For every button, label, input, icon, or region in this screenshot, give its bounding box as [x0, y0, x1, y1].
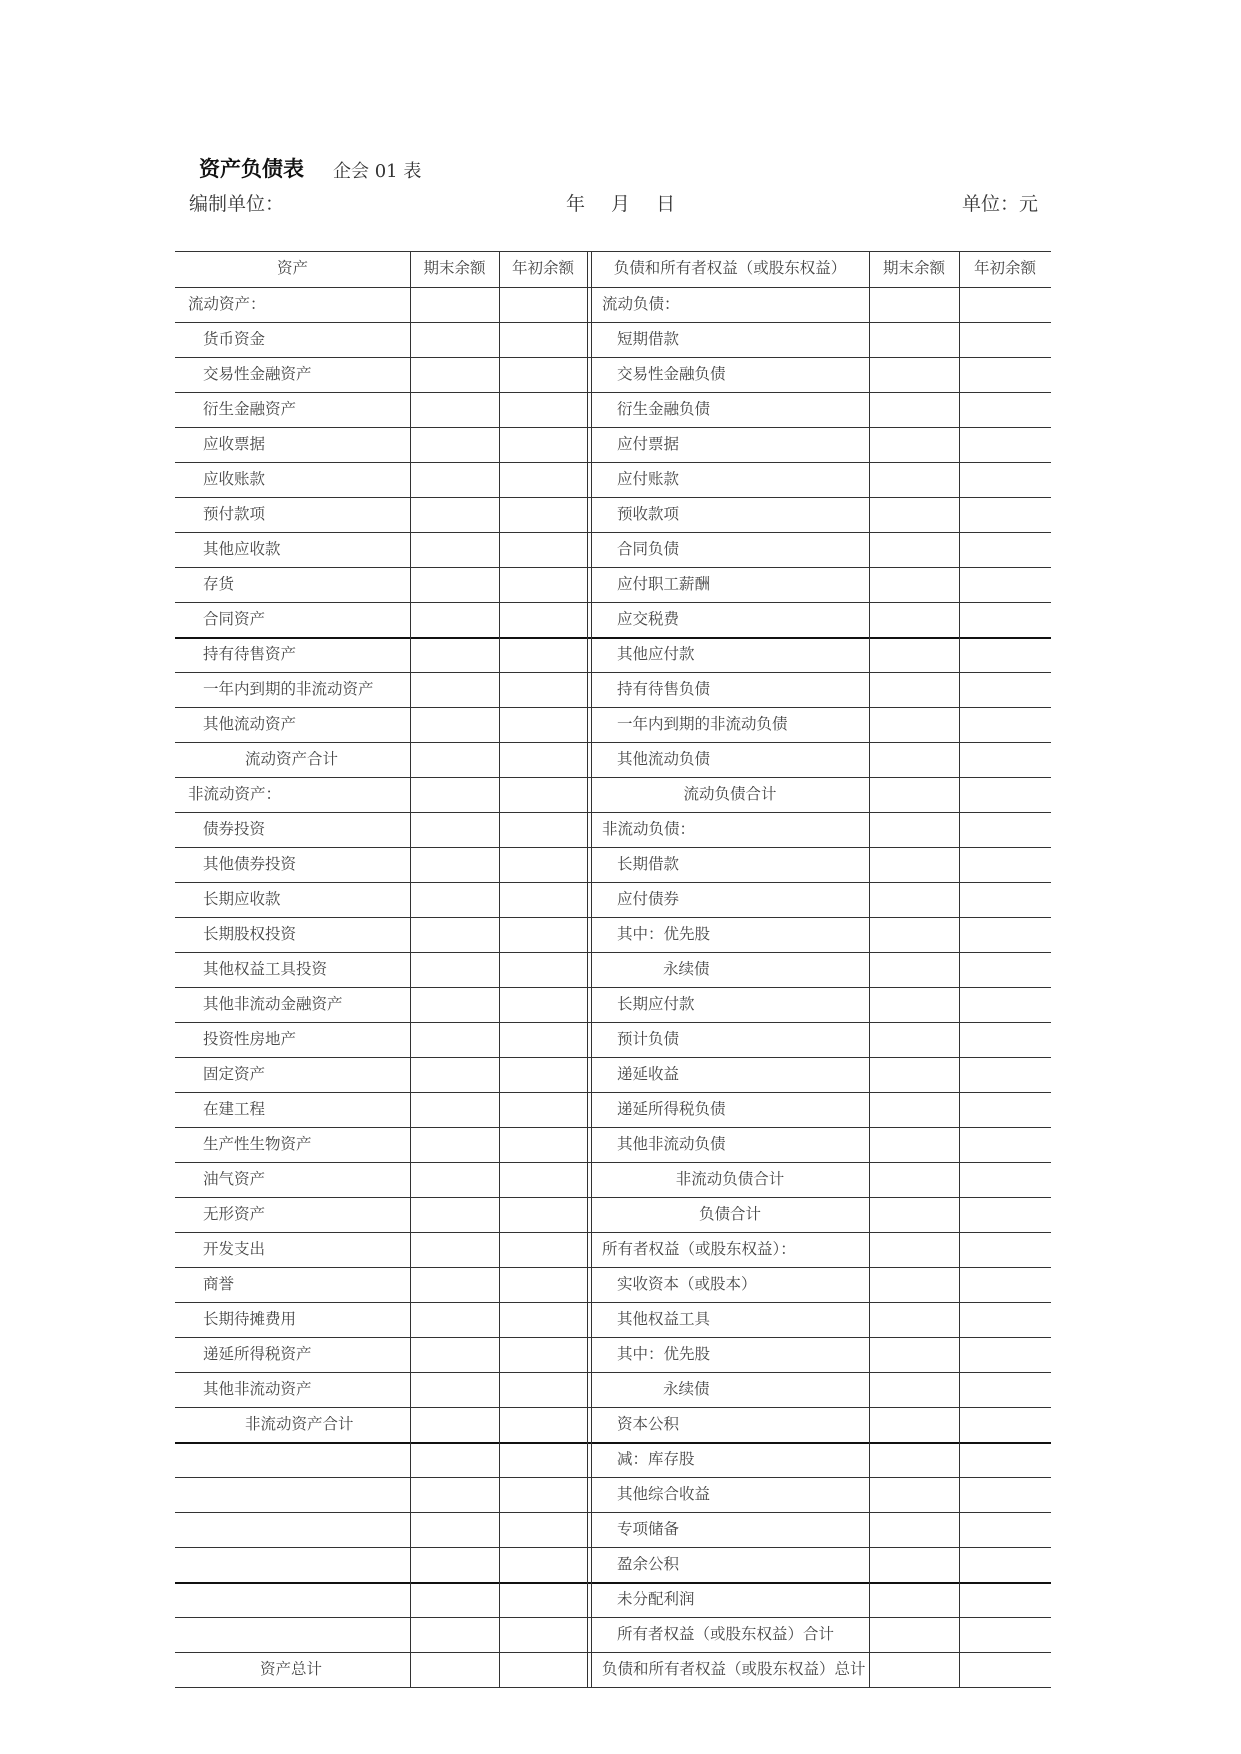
row-rule	[175, 1092, 1051, 1093]
column-header: 期末余额	[882, 259, 945, 277]
amount-cell[interactable]	[412, 1164, 497, 1195]
amount-cell[interactable]	[871, 919, 957, 950]
liability-row-label: 预收款项	[617, 505, 680, 523]
amount-cell[interactable]	[871, 1374, 957, 1405]
amount-cell[interactable]	[871, 394, 957, 425]
liability-row-label: 交易性金融负债	[617, 365, 726, 383]
column-header: 年初余额	[511, 259, 574, 277]
amount-cell[interactable]	[871, 779, 957, 810]
amount-cell[interactable]	[871, 1584, 957, 1615]
amount-cell[interactable]	[412, 359, 497, 390]
liability-row-label: 递延所得税负债	[617, 1100, 726, 1118]
amount-cell[interactable]	[871, 1024, 957, 1055]
amount-cell[interactable]	[871, 359, 957, 390]
amount-cell[interactable]	[412, 1339, 497, 1370]
asset-row-label: 其他应收款	[203, 540, 281, 558]
form-number: 企会 01 表	[333, 161, 422, 182]
asset-row-label: 交易性金融资产	[203, 365, 312, 383]
liability-row-label: 应交税费	[617, 610, 680, 628]
amount-cell[interactable]	[961, 1094, 1049, 1125]
amount-cell[interactable]	[961, 1269, 1049, 1300]
asset-row-label: 资产总计	[260, 1660, 323, 1678]
asset-row-label: 长期待摊费用	[203, 1310, 297, 1328]
amount-cell[interactable]	[412, 814, 497, 845]
document-title: 资产负债表	[199, 156, 304, 181]
column-rule	[591, 251, 592, 1687]
amount-cell[interactable]	[501, 1619, 585, 1650]
amount-cell[interactable]	[871, 1304, 957, 1335]
liability-row-label: 负债合计	[698, 1205, 761, 1223]
amount-cell[interactable]	[501, 359, 585, 390]
amount-cell[interactable]	[871, 849, 957, 880]
amount-cell[interactable]	[501, 289, 585, 320]
amount-cell[interactable]	[501, 534, 585, 565]
liability-row-label: 非流动负债：	[602, 820, 696, 838]
amount-cell[interactable]	[961, 1024, 1049, 1055]
amount-cell[interactable]	[871, 1129, 957, 1160]
amount-cell[interactable]	[412, 1304, 497, 1335]
amount-cell[interactable]	[501, 464, 585, 495]
liability-row-label: 资本公积	[617, 1415, 680, 1433]
amount-cell[interactable]	[412, 499, 497, 530]
amount-cell[interactable]	[871, 884, 957, 915]
asset-row-label: 其他权益工具投资	[203, 960, 328, 978]
amount-cell[interactable]	[961, 569, 1049, 600]
row-rule	[175, 1512, 1051, 1513]
amount-cell[interactable]	[412, 604, 497, 635]
amount-cell[interactable]	[501, 1059, 585, 1090]
row-rule	[175, 567, 1051, 568]
amount-cell[interactable]	[501, 779, 585, 810]
row-rule	[175, 1267, 1051, 1268]
amount-cell[interactable]	[412, 569, 497, 600]
amount-cell[interactable]	[871, 1549, 957, 1580]
asset-row-label: 商誉	[203, 1275, 235, 1293]
amount-cell[interactable]	[961, 989, 1049, 1020]
amount-cell[interactable]	[871, 1059, 957, 1090]
liability-row-label: 负债和所有者权益（或股东权益）总计	[602, 1660, 866, 1678]
amount-cell[interactable]	[961, 289, 1049, 320]
liability-row-label: 永续债	[663, 960, 710, 978]
row-rule	[175, 392, 1051, 393]
amount-cell[interactable]	[871, 1234, 957, 1265]
amount-cell[interactable]	[871, 744, 957, 775]
amount-cell[interactable]	[412, 1234, 497, 1265]
column-header: 负债和所有者权益（或股东权益）	[613, 259, 847, 277]
amount-cell[interactable]	[412, 1024, 497, 1055]
amount-cell[interactable]	[961, 394, 1049, 425]
row-rule	[175, 497, 1051, 498]
liability-row-label: 永续债	[663, 1380, 710, 1398]
amount-cell[interactable]	[412, 884, 497, 915]
liability-row-label: 合同负债	[617, 540, 680, 558]
amount-cell[interactable]	[501, 1129, 585, 1160]
amount-cell[interactable]	[961, 639, 1049, 670]
amount-cell[interactable]	[961, 1444, 1049, 1475]
column-rule	[959, 251, 960, 1687]
row-rule	[175, 1197, 1051, 1198]
row-rule	[175, 1652, 1051, 1653]
liability-row-label: 持有待售负债	[617, 680, 711, 698]
row-rule	[175, 1687, 1051, 1688]
amount-cell[interactable]	[871, 1094, 957, 1125]
amount-cell[interactable]	[871, 954, 957, 985]
liability-row-label: 应付职工薪酬	[617, 575, 711, 593]
row-rule	[175, 812, 1051, 813]
amount-cell[interactable]	[501, 1234, 585, 1265]
amount-cell[interactable]	[501, 1409, 585, 1440]
amount-cell[interactable]	[412, 674, 497, 705]
amount-cell[interactable]	[961, 499, 1049, 530]
amount-cell[interactable]	[412, 1409, 497, 1440]
amount-cell[interactable]	[412, 1549, 497, 1580]
amount-cell[interactable]	[412, 919, 497, 950]
amount-cell[interactable]	[501, 884, 585, 915]
amount-cell[interactable]	[412, 954, 497, 985]
liability-row-label: 其他流动负债	[617, 750, 711, 768]
amount-cell[interactable]	[412, 1374, 497, 1405]
amount-cell[interactable]	[412, 849, 497, 880]
asset-row-label: 非流动资产：	[188, 785, 282, 803]
amount-cell[interactable]	[871, 534, 957, 565]
amount-cell[interactable]	[412, 779, 497, 810]
asset-row-label: 投资性房地产	[203, 1030, 297, 1048]
amount-cell[interactable]	[412, 1059, 497, 1090]
amount-cell[interactable]	[961, 1584, 1049, 1615]
row-rule	[175, 357, 1051, 358]
amount-cell[interactable]	[871, 1479, 957, 1510]
asset-row-label: 持有待售资产	[203, 645, 297, 663]
row-rule	[175, 1337, 1051, 1338]
amount-cell[interactable]	[412, 1584, 497, 1615]
column-rule	[410, 251, 411, 1687]
amount-cell[interactable]	[412, 1094, 497, 1125]
amount-cell[interactable]	[412, 989, 497, 1020]
table-top-rule	[175, 251, 1051, 252]
column-rule	[499, 251, 500, 1687]
amount-cell[interactable]	[961, 744, 1049, 775]
liability-row-label: 专项储备	[617, 1520, 680, 1538]
liability-row-label: 所有者权益（或股东权益）：	[602, 1240, 796, 1258]
amount-cell[interactable]	[871, 1164, 957, 1195]
row-rule	[175, 1057, 1051, 1058]
amount-cell[interactable]	[961, 1374, 1049, 1405]
liability-row-label: 一年内到期的非流动负债	[617, 715, 788, 733]
amount-cell[interactable]	[501, 1654, 585, 1685]
row-rule	[175, 1407, 1051, 1408]
amount-cell[interactable]	[412, 1514, 497, 1545]
amount-cell[interactable]	[871, 1409, 957, 1440]
amount-cell[interactable]	[501, 499, 585, 530]
row-rule	[175, 917, 1051, 918]
liability-row-label: 非流动负债合计	[675, 1170, 785, 1188]
amount-cell[interactable]	[961, 1199, 1049, 1230]
amount-cell[interactable]	[961, 359, 1049, 390]
amount-cell[interactable]	[501, 1269, 585, 1300]
amount-cell[interactable]	[501, 1514, 585, 1545]
liability-row-label: 递延收益	[617, 1065, 680, 1083]
amount-cell[interactable]	[961, 1059, 1049, 1090]
asset-row-label: 一年内到期的非流动资产	[203, 680, 374, 698]
row-rule	[175, 1617, 1051, 1618]
asset-row-label: 开发支出	[203, 1240, 266, 1258]
liability-row-label: 预计负债	[617, 1030, 680, 1048]
row-rule	[175, 777, 1051, 778]
amount-cell[interactable]	[501, 1479, 585, 1510]
amount-cell[interactable]	[412, 639, 497, 670]
amount-cell[interactable]	[501, 569, 585, 600]
amount-cell[interactable]	[412, 394, 497, 425]
amount-cell[interactable]	[961, 429, 1049, 460]
amount-cell[interactable]	[412, 1654, 497, 1685]
asset-row-label: 油气资产	[203, 1170, 266, 1188]
amount-cell[interactable]	[501, 1374, 585, 1405]
row-rule	[175, 427, 1051, 428]
liability-row-label: 其中：优先股	[617, 925, 711, 943]
amount-cell[interactable]	[961, 1164, 1049, 1195]
amount-cell[interactable]	[501, 1549, 585, 1580]
amount-cell[interactable]	[961, 709, 1049, 740]
amount-cell[interactable]	[871, 429, 957, 460]
liability-row-label: 长期借款	[617, 855, 680, 873]
amount-cell[interactable]	[501, 604, 585, 635]
liability-row-label: 其他综合收益	[617, 1485, 711, 1503]
amount-cell[interactable]	[412, 1444, 497, 1475]
amount-cell[interactable]	[501, 1339, 585, 1370]
amount-cell[interactable]	[412, 324, 497, 355]
amount-cell[interactable]	[871, 674, 957, 705]
row-rule	[175, 1162, 1051, 1163]
amount-cell[interactable]	[412, 1619, 497, 1650]
asset-row-label: 长期应收款	[203, 890, 281, 908]
amount-cell[interactable]	[871, 709, 957, 740]
amount-cell[interactable]	[412, 744, 497, 775]
amount-cell[interactable]	[871, 464, 957, 495]
asset-row-label: 在建工程	[203, 1100, 266, 1118]
row-rule	[175, 1372, 1051, 1373]
amount-cell[interactable]	[961, 674, 1049, 705]
asset-row-label: 固定资产	[203, 1065, 266, 1083]
amount-cell[interactable]	[871, 1654, 957, 1685]
asset-row-label: 非流动资产合计	[245, 1415, 354, 1433]
amount-cell[interactable]	[501, 429, 585, 460]
row-rule	[175, 1127, 1051, 1128]
asset-row-label: 合同资产	[203, 610, 266, 628]
amount-cell[interactable]	[961, 1479, 1049, 1510]
amount-cell[interactable]	[871, 1619, 957, 1650]
row-rule	[175, 1022, 1051, 1023]
row-rule	[175, 742, 1051, 743]
amount-cell[interactable]	[501, 709, 585, 740]
amount-cell[interactable]	[961, 954, 1049, 985]
row-rule	[175, 1232, 1051, 1233]
amount-cell[interactable]	[961, 1514, 1049, 1545]
amount-cell[interactable]	[871, 569, 957, 600]
asset-row-label: 其他非流动资产	[203, 1380, 312, 1398]
amount-cell[interactable]	[501, 954, 585, 985]
column-header: 资产	[276, 259, 308, 277]
amount-cell[interactable]	[961, 1549, 1049, 1580]
liability-row-label: 衍生金融负债	[617, 400, 711, 418]
amount-cell[interactable]	[871, 1339, 957, 1370]
asset-row-label: 货币资金	[203, 330, 266, 348]
amount-cell[interactable]	[961, 884, 1049, 915]
liability-row-label: 所有者权益（或股东权益）合计	[617, 1625, 835, 1643]
row-rule	[175, 847, 1051, 848]
amount-cell[interactable]	[871, 639, 957, 670]
amount-cell[interactable]	[501, 1024, 585, 1055]
amount-cell[interactable]	[871, 324, 957, 355]
amount-cell[interactable]	[961, 1409, 1049, 1440]
amount-cell[interactable]	[871, 814, 957, 845]
row-rule	[175, 672, 1051, 673]
asset-row-label: 其他债券投资	[203, 855, 297, 873]
amount-cell[interactable]	[961, 849, 1049, 880]
row-rule	[175, 322, 1051, 323]
liability-row-label: 其他应付款	[617, 645, 695, 663]
amount-cell[interactable]	[871, 499, 957, 530]
asset-row-label: 存货	[203, 575, 235, 593]
row-rule	[175, 1477, 1051, 1478]
liability-row-label: 其他非流动负债	[617, 1135, 726, 1153]
amount-cell[interactable]	[871, 989, 957, 1020]
amount-cell[interactable]	[501, 814, 585, 845]
liability-row-label: 其中：优先股	[617, 1345, 711, 1363]
asset-row-label: 应收票据	[203, 435, 266, 453]
amount-cell[interactable]	[501, 1304, 585, 1335]
amount-cell[interactable]	[871, 1444, 957, 1475]
asset-row-label: 衍生金融资产	[203, 400, 297, 418]
row-rule	[175, 462, 1051, 463]
asset-row-label: 预付款项	[203, 505, 266, 523]
amount-cell[interactable]	[412, 1199, 497, 1230]
header-bottom-rule	[175, 287, 1051, 288]
amount-cell[interactable]	[871, 604, 957, 635]
liability-row-label: 实收资本（或股本）	[617, 1275, 757, 1293]
amount-cell[interactable]	[961, 1234, 1049, 1265]
asset-row-label: 应收账款	[203, 470, 266, 488]
column-header: 期末余额	[423, 259, 486, 277]
row-rule	[175, 952, 1051, 953]
asset-row-label: 流动资产：	[188, 295, 266, 313]
amount-cell[interactable]	[501, 849, 585, 880]
column-rule	[587, 251, 588, 1687]
amount-cell[interactable]	[961, 919, 1049, 950]
amount-cell[interactable]	[871, 1199, 957, 1230]
column-rule	[869, 251, 870, 1687]
row-rule	[175, 707, 1051, 708]
reporting-entity-label: 编制单位：	[189, 193, 285, 215]
liability-row-label: 应付债券	[617, 890, 680, 908]
amount-cell[interactable]	[961, 1339, 1049, 1370]
amount-cell[interactable]	[501, 324, 585, 355]
amount-cell[interactable]	[501, 989, 585, 1020]
asset-row-label: 无形资产	[203, 1205, 266, 1223]
liability-row-label: 盈余公积	[617, 1555, 680, 1573]
amount-cell[interactable]	[501, 1164, 585, 1195]
asset-row-label: 长期股权投资	[203, 925, 297, 943]
amount-cell[interactable]	[412, 289, 497, 320]
amount-cell[interactable]	[501, 1094, 585, 1125]
amount-cell[interactable]	[501, 639, 585, 670]
asset-row-label: 债券投资	[203, 820, 266, 838]
row-rule	[175, 882, 1051, 883]
report-date-line: 年 月 日	[566, 193, 676, 215]
amount-cell[interactable]	[961, 1129, 1049, 1160]
liability-row-label: 减：库存股	[617, 1450, 695, 1468]
amount-cell[interactable]	[412, 429, 497, 460]
liability-row-label: 长期应付款	[617, 995, 695, 1013]
amount-cell[interactable]	[412, 1269, 497, 1300]
amount-cell[interactable]	[501, 674, 585, 705]
liability-row-label: 应付票据	[617, 435, 680, 453]
amount-cell[interactable]	[961, 534, 1049, 565]
column-header: 年初余额	[973, 259, 1036, 277]
row-rule	[175, 1547, 1051, 1548]
asset-row-label: 流动资产合计	[245, 750, 339, 768]
amount-cell[interactable]	[501, 919, 585, 950]
liability-row-label: 流动负债：	[602, 295, 680, 313]
amount-cell[interactable]	[961, 1304, 1049, 1335]
amount-cell[interactable]	[412, 1129, 497, 1160]
amount-cell[interactable]	[501, 1584, 585, 1615]
amount-cell[interactable]	[961, 1619, 1049, 1650]
amount-cell[interactable]	[961, 1654, 1049, 1685]
amount-cell[interactable]	[412, 534, 497, 565]
amount-cell[interactable]	[412, 709, 497, 740]
balance-sheet-table	[175, 251, 1051, 1687]
asset-row-label: 其他流动资产	[203, 715, 297, 733]
liability-row-label: 流动负债合计	[683, 785, 777, 803]
amount-cell[interactable]	[501, 394, 585, 425]
amount-cell[interactable]	[871, 1514, 957, 1545]
liability-row-label: 其他权益工具	[617, 1310, 711, 1328]
asset-row-label: 生产性生物资产	[203, 1135, 312, 1153]
asset-row-label: 其他非流动金融资产	[203, 995, 343, 1013]
amount-cell[interactable]	[501, 1199, 585, 1230]
row-rule	[175, 532, 1051, 533]
amount-cell[interactable]	[412, 464, 497, 495]
amount-cell[interactable]	[871, 289, 957, 320]
amount-cell[interactable]	[961, 814, 1049, 845]
amount-cell[interactable]	[871, 1269, 957, 1300]
liability-row-label: 应付账款	[617, 470, 680, 488]
liability-row-label: 短期借款	[617, 330, 680, 348]
row-rule	[175, 1302, 1051, 1303]
amount-cell[interactable]	[961, 604, 1049, 635]
amount-cell[interactable]	[961, 464, 1049, 495]
currency-unit: 单位：元	[962, 193, 1039, 215]
amount-cell[interactable]	[412, 1479, 497, 1510]
amount-cell[interactable]	[961, 779, 1049, 810]
row-rule	[175, 987, 1051, 988]
row-rule	[175, 602, 1051, 603]
amount-cell[interactable]	[501, 1444, 585, 1475]
amount-cell[interactable]	[501, 744, 585, 775]
amount-cell[interactable]	[961, 324, 1049, 355]
liability-row-label: 未分配利润	[617, 1590, 695, 1608]
asset-row-label: 递延所得税资产	[203, 1345, 312, 1363]
